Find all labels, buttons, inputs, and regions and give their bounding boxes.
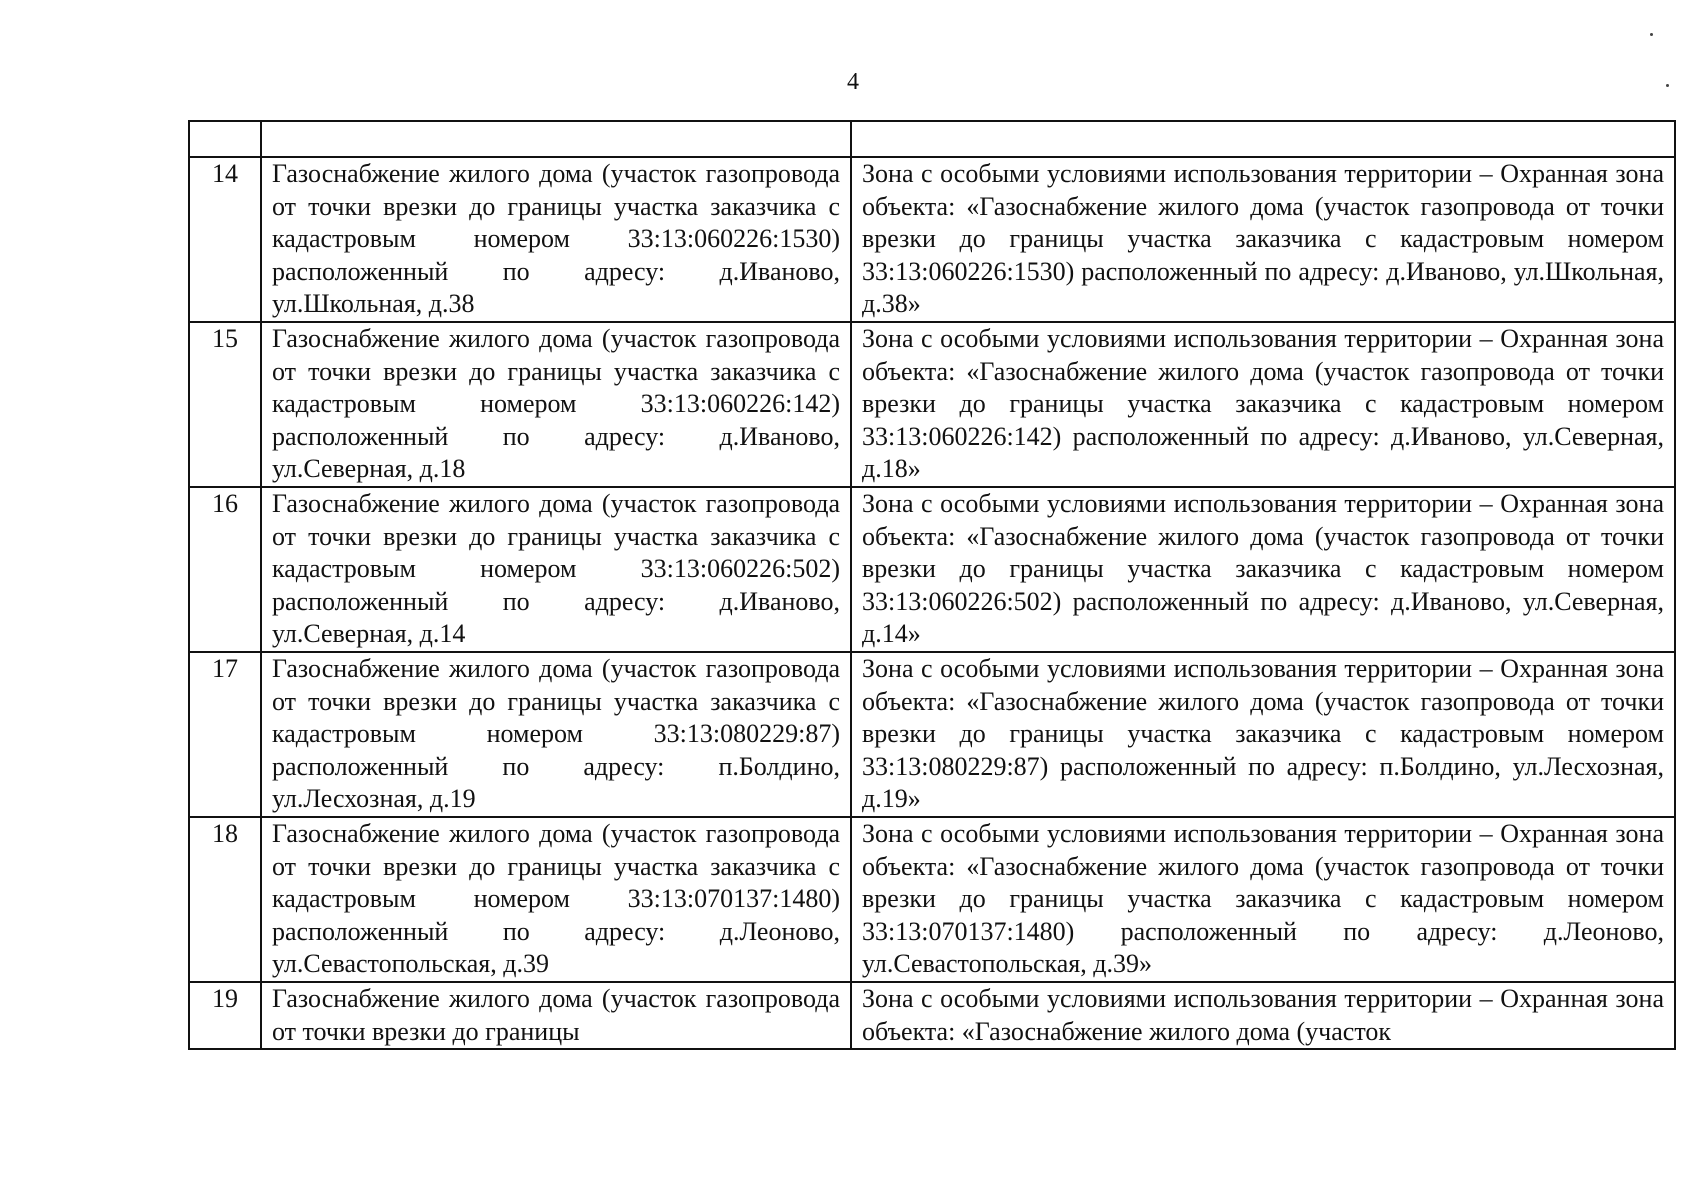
object-cell: Газоснабжение жилого дома (участок газопровода от точки врезки до границы участка заказчика с кадастровым номером 33:13:060226:502) расположенный по адресу: д.Иваново, ул.Северная, д.14 — [261, 487, 851, 652]
table-row — [189, 817, 1675, 982]
object-cell: Газоснабжение жилого дома (участок газопровода от точки врезки до границы участка заказчика с кадастровым номером 33:13:080229:87) расположенный по адресу: п.Болдино, ул.Лесхозная, д.19 — [261, 652, 851, 817]
page-number: 4 — [847, 69, 859, 95]
object-cell: Газоснабжение жилого дома (участок газопровода от точки врезки до границы участка заказчика с кадастровым номером 33:13:070137:1480) расположенный по адресу: д.Леоново, ул.Севастопольская, д.39 — [261, 817, 851, 982]
scan-speck — [1666, 84, 1669, 87]
zone-cell: Зона с особыми условиями использования территории – Охранная зона объекта: «Газоснабжение жилого дома (участок газопровода от точки врезки до границы участка заказчика с кадастровым номером 33:13:060226:142) расположенный по адресу: д.Иваново, ул.Северная, д.18» — [851, 322, 1675, 487]
table-row — [189, 487, 1675, 652]
zone-cell: Зона с особыми условиями использования территории – Охранная зона объекта: «Газоснабжение жилого дома (участок газопровода от точки врезки до границы участка заказчика с кадастровым номером 33:13:060226:1530) расположенный по адресу: д.Иваново, ул.Школьная, д.38» — [851, 157, 1675, 322]
zone-cell: Зона с особыми условиями использования территории – Охранная зона объекта: «Газоснабжение жилого дома (участок газопровода от точки врезки до границы участка заказчика с кадастровым номером 33:13:060226:502) расположенный по адресу: д.Иваново, ул.Северная, д.14» — [851, 487, 1675, 652]
object-cell: Газоснабжение жилого дома (участок газопровода от точки врезки до границы — [261, 982, 851, 1049]
table-row — [189, 157, 1675, 322]
row-number: 17 — [189, 652, 261, 817]
table-row — [189, 982, 1675, 1049]
row-number: 14 — [189, 157, 261, 322]
table-row — [189, 652, 1675, 817]
header-cell-object — [261, 121, 851, 157]
header-cell-zone — [851, 121, 1675, 157]
row-number: 19 — [189, 982, 261, 1049]
table-row — [189, 322, 1675, 487]
zones-table — [188, 120, 1676, 1050]
table-header-row — [189, 121, 1675, 157]
zone-cell: Зона с особыми условиями использования территории – Охранная зона объекта: «Газоснабжение жилого дома (участок газопровода от точки врезки до границы участка заказчика с кадастровым номером 33:13:070137:1480) расположенный по адресу: д.Леоново, ул.Севастопольская, д.39» — [851, 817, 1675, 982]
object-cell: Газоснабжение жилого дома (участок газопровода от точки врезки до границы участка заказчика с кадастровым номером 33:13:060226:142) расположенный по адресу: д.Иваново, ул.Северная, д.18 — [261, 322, 851, 487]
row-number: 18 — [189, 817, 261, 982]
row-number: 16 — [189, 487, 261, 652]
scan-speck — [1650, 33, 1653, 36]
object-cell: Газоснабжение жилого дома (участок газопровода от точки врезки до границы участка заказчика с кадастровым номером 33:13:060226:1530) расположенный по адресу: д.Иваново, ул.Школьная, д.38 — [261, 157, 851, 322]
row-number: 15 — [189, 322, 261, 487]
zone-cell: Зона с особыми условиями использования территории – Охранная зона объекта: «Газоснабжение жилого дома (участок — [851, 982, 1675, 1049]
header-cell-num — [189, 121, 261, 157]
zone-cell: Зона с особыми условиями использования территории – Охранная зона объекта: «Газоснабжение жилого дома (участок газопровода от точки врезки до границы участка заказчика с кадастровым номером 33:13:080229:87) расположенный по адресу: п.Болдино, ул.Лесхозная, д.19» — [851, 652, 1675, 817]
